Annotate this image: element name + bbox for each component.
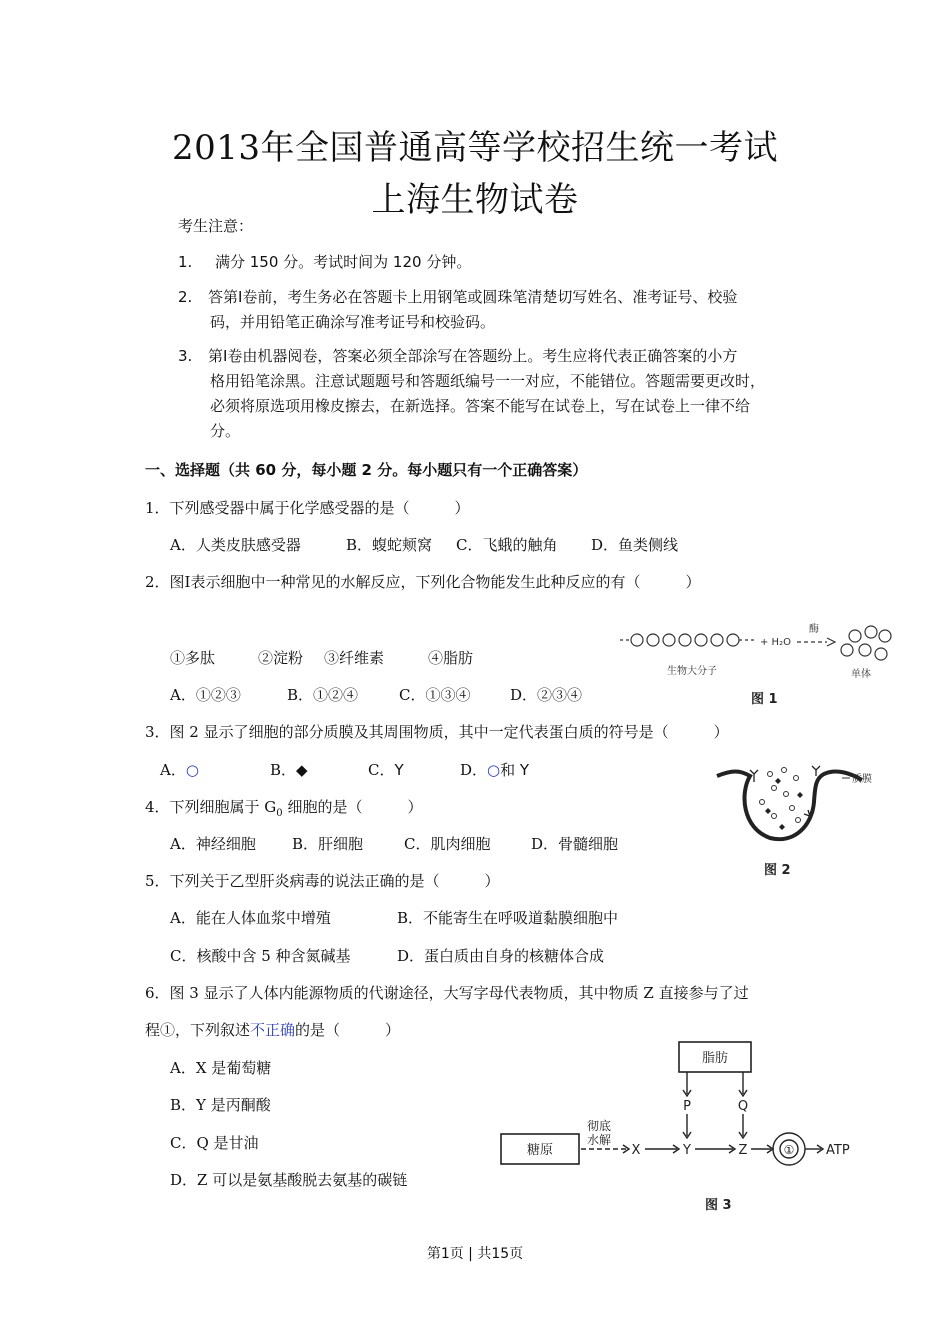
fig2-caption: 图 2 <box>764 863 791 878</box>
fig3-atp: ATP <box>826 1143 850 1158</box>
notice-heading: 考生注意： <box>178 217 254 235</box>
q5-option-d: D．蛋白质由自身的核糖体合成 <box>397 947 605 965</box>
figure-3 <box>495 1036 875 1216</box>
fig3-process: ① <box>783 1143 795 1157</box>
q4-option-a: A．神经细胞 <box>170 835 256 853</box>
q6-stem-line2 <box>145 1020 400 1040</box>
q6-option-a: A．X 是葡萄糖 <box>170 1059 272 1077</box>
figure-2 <box>712 758 892 883</box>
q3-option-c <box>368 760 460 780</box>
notice-item-3 <box>178 344 765 444</box>
notice-item-1 <box>178 250 471 275</box>
q2-stem: 2．图Ⅰ表示细胞中一种常见的水解反应，下列化合物能发生此种反应的有（ ） <box>145 573 701 591</box>
notice-text: 码，并用铅笔正确涂写准考证号和校验码。 <box>210 313 496 331</box>
q2-item-3: ③纤维素 <box>324 649 385 667</box>
q2-option-c: C．①③④ <box>399 686 471 704</box>
q3-option-d <box>460 760 529 780</box>
section-heading: 一、选择题（共 60 分，每小题 2 分。每小题只有一个正确答案） <box>145 461 588 479</box>
q5-option-b: B．不能寄生在呼吸道黏膜细胞中 <box>397 909 619 927</box>
q4-options <box>170 834 618 854</box>
page-footer: 第1页 | 共15页 <box>426 1246 524 1262</box>
notice-text: 格用铅笔涂黑。注意试题题号和答题纸编号一一对应，不能错位。答题需要更改时， <box>210 372 766 390</box>
q6-stem-post: 的是（ ） <box>295 1021 401 1039</box>
q3-option-label: A． <box>160 761 186 779</box>
q4-option-d: D．骨髓细胞 <box>531 835 619 853</box>
q1-option-d: D．鱼类侧线 <box>591 536 679 554</box>
fig1-water: + H₂O <box>760 637 791 648</box>
fig1-enzyme: 酶 <box>809 624 819 635</box>
fig3-q: Q <box>737 1099 749 1114</box>
fig3-x: X <box>631 1143 641 1158</box>
q4-stem-sub: 0 <box>276 808 283 819</box>
fig3-y: Y <box>683 1143 691 1158</box>
q2-option-b: B．①②④ <box>287 686 359 704</box>
q3-option-label: B． <box>270 761 297 779</box>
q2-items <box>170 648 473 668</box>
notice-text: 第Ⅰ卷由机器阅卷，答案必须全部涂写在答题纷上。考生应将代表正确答案的小方 <box>208 347 738 365</box>
q2-options <box>170 685 582 705</box>
q4-stem-post: 细胞的是（ ） <box>282 798 423 816</box>
notice-text: 答第Ⅰ卷前，考生务必在答题卡上用钢笔或圆珠笔清楚切写姓名、准考证号、校验 <box>208 288 738 306</box>
q1-stem: 1．下列感受器中属于化学感受器的是（ ） <box>145 499 470 517</box>
q3-options <box>160 760 529 780</box>
q5-option-c: C．核酸中含 5 种含氮碱基 <box>170 947 351 965</box>
q1-options <box>170 535 678 555</box>
q5-stem: 5．下列关于乙型肝炎病毒的说法正确的是（ ） <box>145 872 500 890</box>
fig3-fat: 脂肪 <box>701 1051 729 1066</box>
q2-option-d: D．②③④ <box>510 686 583 704</box>
q4-stem <box>145 797 422 824</box>
q4-option-b: B．肝细胞 <box>292 835 364 853</box>
notice-num: 1. <box>178 253 193 271</box>
fig1-caption: 图 1 <box>751 692 778 707</box>
q2-item-1: ①多肽 <box>170 649 216 667</box>
q6-stem-pre: 程①，下列叙述 <box>145 1021 251 1039</box>
q3-option-a <box>160 760 270 780</box>
q3-option-b <box>270 760 368 780</box>
q1-option-a: A．人类皮肤感受器 <box>170 536 301 554</box>
diamond-symbol: ◆ <box>296 761 308 779</box>
q5-option-a: A．能在人体血浆中增殖 <box>170 909 331 927</box>
q2-item-4: ④脂肪 <box>428 649 474 667</box>
q1-option-b: B．蝮蛇颊窝 <box>346 536 433 554</box>
q3-stem: 3．图 2 显示了细胞的部分质膜及其周围物质，其中一定代表蛋白质的符号是（ ） <box>145 723 729 741</box>
notice-item-2 <box>178 285 737 335</box>
fig1-monomer-label: 单体 <box>851 669 871 680</box>
q4-option-c: C．肌肉细胞 <box>404 835 491 853</box>
q6-option-c: C．Q 是甘油 <box>170 1134 259 1152</box>
notice-text: 分。 <box>210 422 241 440</box>
fig3-caption: 图 3 <box>705 1198 732 1213</box>
q3-option-label: C． <box>368 761 395 779</box>
q2-option-a: A．①②③ <box>170 686 241 704</box>
q2-item-2: ②淀粉 <box>258 649 304 667</box>
q4-stem-pre: 4．下列细胞属于 G <box>145 798 277 816</box>
fig3-p: P <box>683 1099 691 1114</box>
q5-options-row1 <box>170 908 618 928</box>
circle-symbol: ○ <box>185 761 199 779</box>
q6-option-d: D．Z 可以是氨基酸脱去氨基的碳链 <box>170 1171 408 1189</box>
q6-option-b: B．Y 是丙酮酸 <box>170 1096 271 1114</box>
fig2-membrane-label: 质膜 <box>852 774 872 785</box>
fig1-macromolecule-label: 生物大分子 <box>667 666 717 677</box>
fig3-z: Z <box>738 1143 748 1158</box>
notice-num: 2. <box>178 288 193 306</box>
fig3-glycogen: 糖原 <box>526 1143 554 1158</box>
figure-1 <box>615 612 915 712</box>
notice-text: 满分 150 分。考试时间为 120 分钟。 <box>215 253 472 271</box>
page-subtitle: 上海生物试卷 <box>371 180 579 220</box>
page-title: 2013年全国普通高等学校招生统一考试 <box>171 128 779 168</box>
q6-stem-line1: 6．图 3 显示了人体内能源物质的代谢途径，大写字母代表物质，其中物质 Z 直接参与了过 <box>145 984 749 1002</box>
q3-option-suffix: 和 Y <box>500 761 530 779</box>
q5-options-row2 <box>170 946 604 966</box>
q3-option-label: D． <box>460 761 488 779</box>
y-symbol: Y <box>394 761 404 779</box>
fig3-hydrolysis-2: 水解 <box>587 1133 612 1147</box>
q1-option-c: C．飞蛾的触角 <box>456 536 558 554</box>
q6-stem-emphasis: 不正确 <box>250 1021 296 1039</box>
circle-symbol: ○ <box>487 761 501 779</box>
notice-num: 3. <box>178 347 193 365</box>
fig3-hydrolysis-1: 彻底 <box>587 1119 612 1133</box>
notice-text: 必须将原选项用橡皮擦去，在新选择。答案不能写在试卷上，写在试卷上一律不给 <box>210 397 751 415</box>
